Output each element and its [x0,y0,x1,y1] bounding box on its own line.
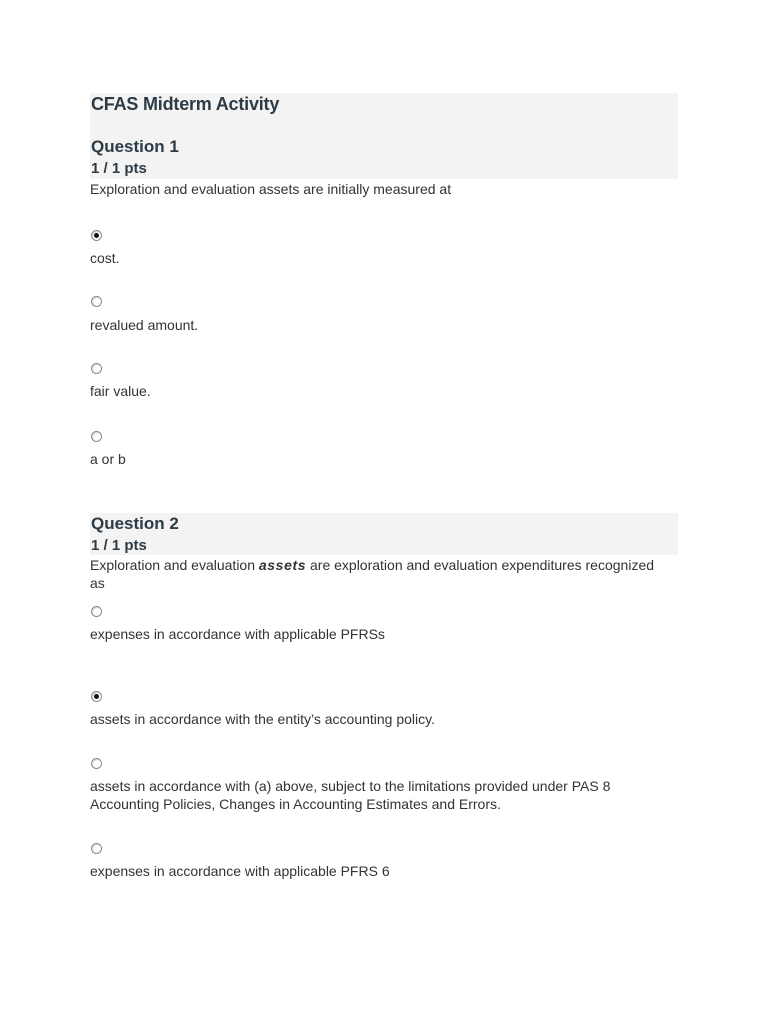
question-2-answer-2-label: assets in accordance with the entity’s accounting policy. [90,711,436,727]
question-2-answer-3-radio[interactable] [91,758,102,769]
question-1-answer-2-radio[interactable] [91,296,102,307]
question-2-answer-4-radio[interactable] [91,843,102,854]
question-2-text-emphasis: assets [258,557,307,573]
question-2-answer-4-label: expenses in accordance with applicable PFRS 6 [90,863,390,879]
question-1-answer-1-label: cost. [90,250,120,266]
question-2-title: Question 2 [91,514,179,533]
question-2-text-start: Exploration and evaluation [90,557,259,573]
question-1-answer-4-label: a or b [90,451,126,467]
question-1-answer-3-label: fair value. [90,383,151,399]
question-1-answer-1-radio[interactable] [91,230,102,241]
question-2-answer-2-radio[interactable] [91,691,102,702]
question-1-text: Exploration and evaluation assets are initially measured at [90,181,452,197]
question-1-title: Question 1 [91,137,179,156]
question-1-answer-2-label: revalued amount. [90,317,199,333]
question-2-answer-1-radio[interactable] [91,606,102,617]
question-1-answer-4-radio[interactable] [91,431,102,442]
question-2-answer-1-label: expenses in accordance with applicable PFRSs [90,626,385,642]
question-2-points: 1 / 1 pts [91,537,147,554]
question-2-text-end: are exploration and evaluation expenditures recognized as [90,557,655,591]
question-2-text [90,556,670,592]
question-1-points: 1 / 1 pts [91,160,147,177]
question-2-answer-3-label: assets in accordance with (a) above, subject to the limitations provided under PAS 8 Accounting Policies, Changes in Accounting Estimates and Errors. [90,778,611,812]
question-1-answer-3-radio[interactable] [91,363,102,374]
activity-title: CFAS Midterm Activity [91,94,280,114]
